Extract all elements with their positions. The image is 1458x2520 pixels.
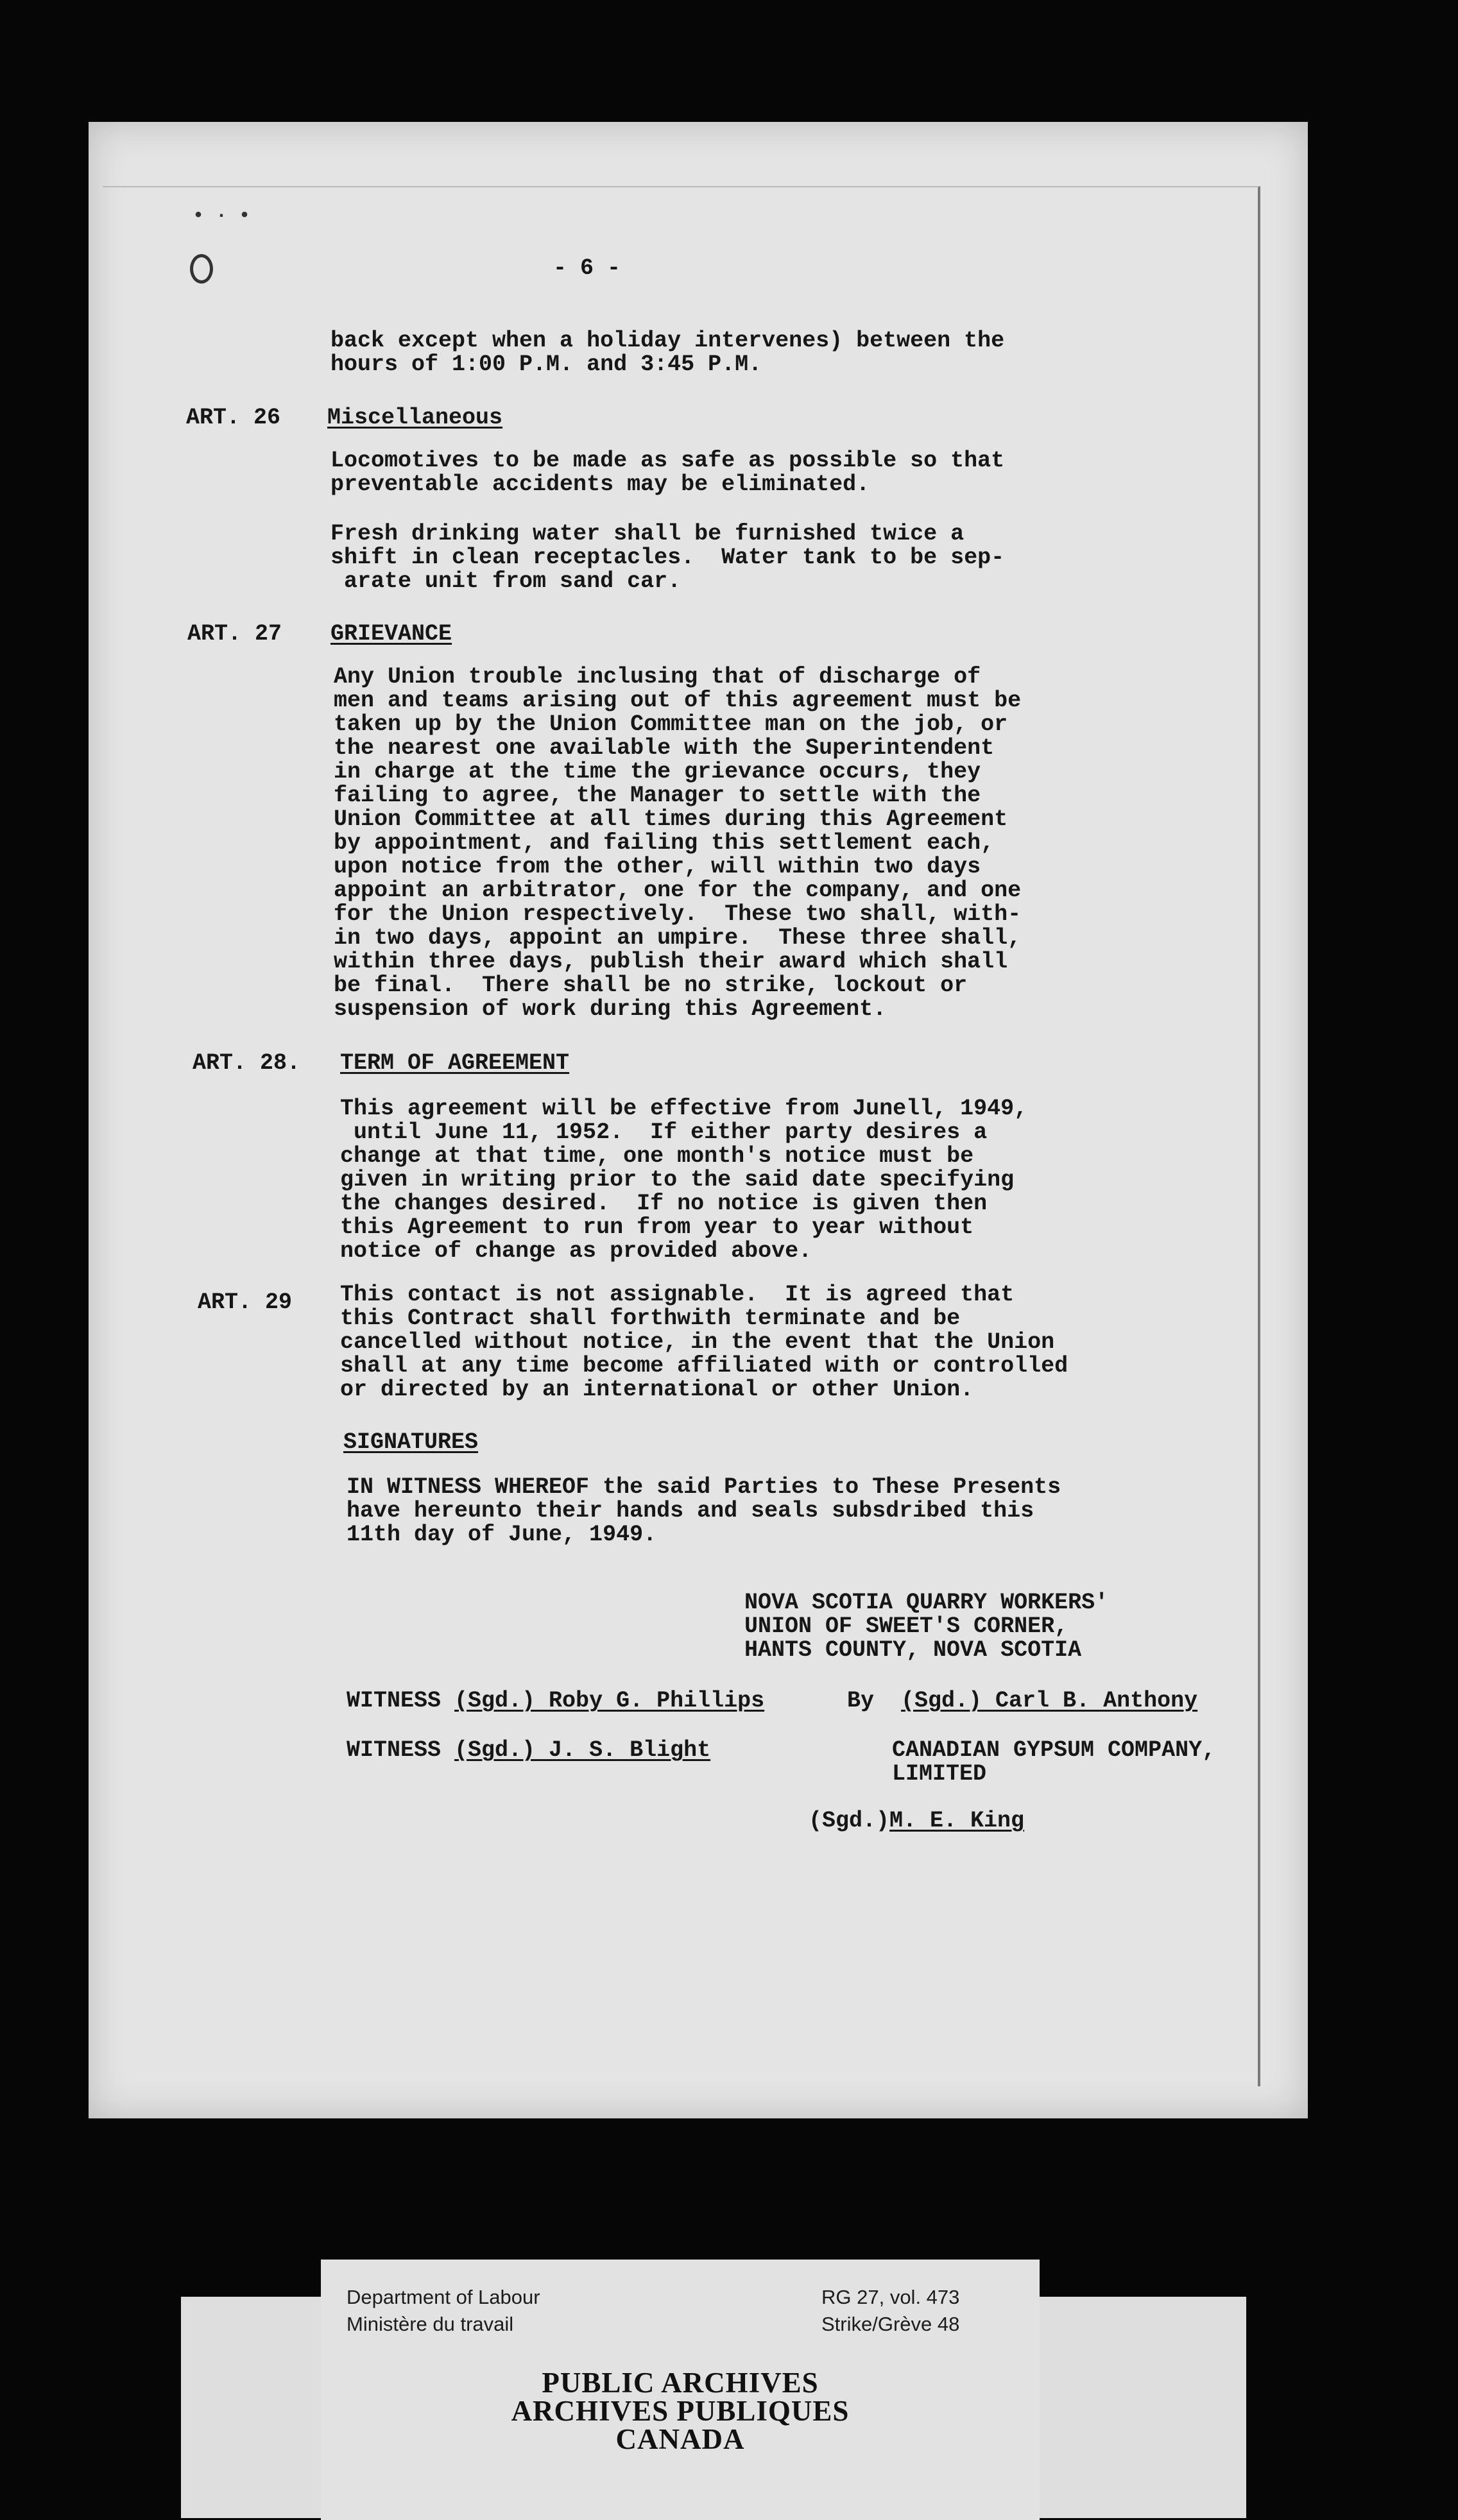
stamp-line: CANADA xyxy=(615,2423,745,2455)
witness-line xyxy=(347,1739,710,1762)
reference-label xyxy=(821,2284,959,2338)
department-label xyxy=(347,2284,540,2338)
union-name-line: UNION OF SWEET'S CORNER, xyxy=(744,1613,1068,1639)
article-heading: Miscellaneous xyxy=(327,405,503,430)
text-line: This contact is not assignable. It is agreed that xyxy=(340,1282,1015,1307)
text-line: preventable accidents may be eliminated. xyxy=(330,472,870,497)
text-line: or directed by an international or other Union. xyxy=(340,1377,974,1402)
text-line: until June 11, 1952. If either party desires a xyxy=(340,1120,988,1145)
company-signature-line xyxy=(809,1809,1024,1833)
text-line: failing to agree, the Manager to settle with the xyxy=(334,783,981,808)
department-fr: Ministère du travail xyxy=(347,2313,514,2335)
text-line: Union Committee at all times during this Agreement xyxy=(334,806,1008,832)
article-number: ART. 28. xyxy=(193,1050,301,1076)
text-line: men and teams arising out of this agreement must be xyxy=(334,688,1022,713)
text-line: IN WITNESS WHEREOF the said Parties to These Presents xyxy=(347,1474,1061,1500)
witness-label: WITNESS xyxy=(347,1737,455,1763)
article-number: ART. 27 xyxy=(187,621,282,647)
stamp-line: PUBLIC ARCHIVES xyxy=(542,2367,819,2399)
text-line: the changes desired. If no notice is given then xyxy=(340,1191,988,1216)
text-line: have hereunto their hands and seals subsdribed this xyxy=(347,1498,1034,1524)
text-line: Fresh drinking water shall be furnished twice a xyxy=(330,521,965,547)
text-line: arate unit from sand car. xyxy=(330,568,682,594)
text-line: the nearest one available with the Superintendent xyxy=(334,735,995,761)
text-line: in charge at the time the grievance occurs, they xyxy=(334,759,981,785)
reference-strike: Strike/Grève 48 xyxy=(821,2313,960,2335)
union-name-line: HANTS COUNTY, NOVA SCOTIA xyxy=(744,1637,1082,1663)
paper-specks: • · • xyxy=(193,205,251,227)
text-line: hours of 1:00 P.M. and 3:45 P.M. xyxy=(330,352,762,377)
company-name-line: LIMITED xyxy=(892,1761,987,1787)
article-heading: TERM OF AGREEMENT xyxy=(340,1050,570,1076)
article-number: ART. 29 xyxy=(198,1290,293,1315)
text-line: back except when a holiday intervenes) between the xyxy=(330,328,1005,353)
company-name-line: CANADIAN GYPSUM COMPANY, xyxy=(892,1737,1216,1763)
by-label: By xyxy=(847,1688,902,1714)
union-signature: (Sgd.) Carl B. Anthony xyxy=(901,1688,1198,1714)
text-line: be final. There shall be no strike, lockout or xyxy=(334,973,968,998)
text-line: taken up by the Union Committee man on the job, or xyxy=(334,711,1008,737)
text-line: this Contract shall forthwith terminate and be xyxy=(340,1306,961,1331)
text-line: upon notice from the other, will within two days xyxy=(334,854,981,880)
page-number: - 6 - xyxy=(553,255,621,281)
witness-label: WITNESS xyxy=(347,1688,455,1714)
witness-signature: (Sgd.) J. S. Blight xyxy=(454,1737,711,1763)
article-number: ART. 26 xyxy=(186,405,281,430)
text-line: Any Union trouble inclusing that of discharge of xyxy=(334,664,981,690)
text-line: cancelled without notice, in the event that the Union xyxy=(340,1329,1055,1355)
text-line: this Agreement to run from year to year without xyxy=(340,1214,974,1240)
text-line: This agreement will be effective from Junell, 1949, xyxy=(340,1096,1028,1121)
stamp-line: ARCHIVES PUBLIQUES xyxy=(511,2395,850,2427)
union-name-line: NOVA SCOTIA QUARRY WORKERS' xyxy=(744,1590,1109,1615)
punch-hole-mark xyxy=(190,254,213,284)
company-signature: M. E. King xyxy=(889,1808,1025,1834)
text-line: suspension of work during this Agreement. xyxy=(334,996,887,1022)
text-line: notice of change as provided above. xyxy=(340,1238,812,1264)
text-line: given in writing prior to the said date specifying xyxy=(340,1167,1015,1193)
text-line: in two days, appoint an umpire. These three shall, xyxy=(334,925,1022,951)
text-line: change at that time, one month's notice must be xyxy=(340,1143,974,1169)
witness-signature: (Sgd.) Roby G. Phillips xyxy=(454,1688,765,1714)
public-archives-stamp xyxy=(424,2369,937,2453)
text-line: Locomotives to be made as safe as possible so that xyxy=(330,448,1005,473)
text-line: by appointment, and failing this settlement each, xyxy=(334,830,995,856)
text-line: 11th day of June, 1949. xyxy=(347,1522,657,1547)
text-line: appoint an arbitrator, one for the company, and one xyxy=(334,878,1022,903)
text-line: shift in clean receptacles. Water tank to be sep- xyxy=(330,545,1005,570)
text-line: within three days, publish their award which shall xyxy=(334,949,1008,975)
department-en: Department of Labour xyxy=(347,2286,540,2308)
by-line xyxy=(847,1689,1197,1713)
signatures-heading: SIGNATURES xyxy=(343,1429,479,1455)
reference-volume: RG 27, vol. 473 xyxy=(821,2286,960,2308)
sgd-label: (Sgd.) xyxy=(809,1808,890,1834)
witness-line xyxy=(347,1689,764,1713)
text-line: for the Union respectively. These two shall, with- xyxy=(334,901,1022,927)
text-line: shall at any time become affiliated with or controlled xyxy=(340,1353,1068,1379)
article-heading: GRIEVANCE xyxy=(330,621,452,647)
